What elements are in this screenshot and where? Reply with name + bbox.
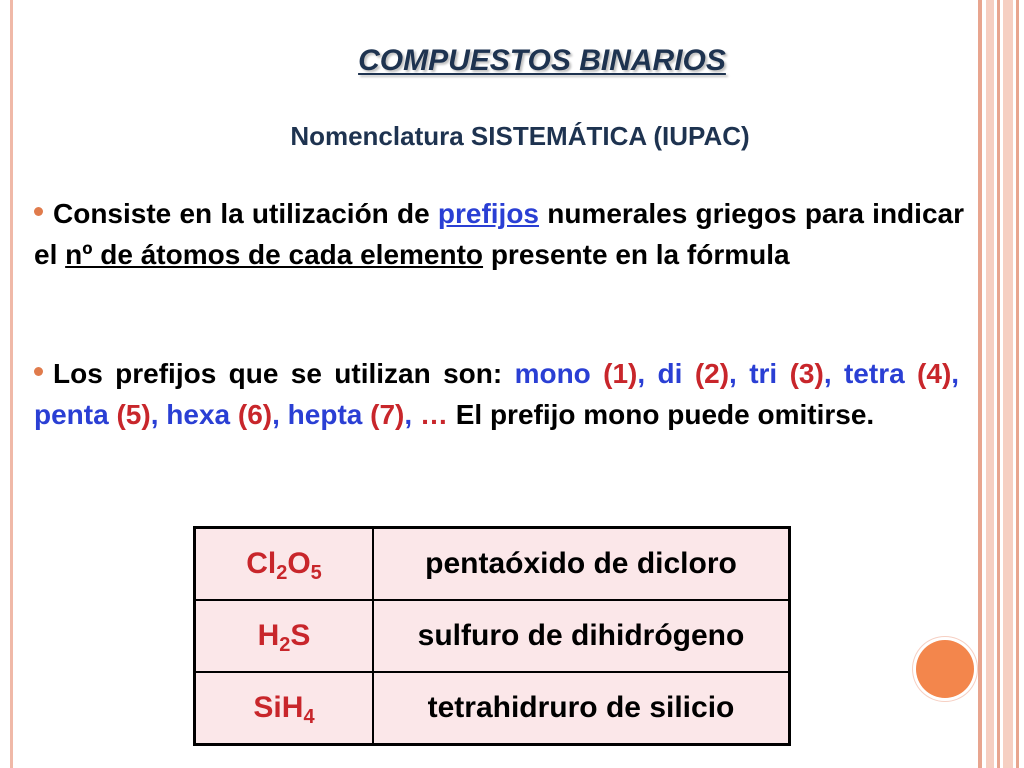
left-decorative-line (10, 0, 13, 768)
bullet-paragraph-1 (34, 193, 964, 275)
compound-name-cell: pentaóxido de dicloro (373, 528, 790, 601)
prefix-name: tetra (843, 358, 905, 389)
table-row (195, 600, 790, 672)
compound-name-cell: sulfuro de dihidrógeno (373, 600, 790, 672)
prefix-number: (5) (116, 399, 151, 430)
right-decorative-stripe (1003, 0, 1013, 768)
bullet-icon (34, 367, 43, 376)
prefijos-link[interactable]: prefijos (437, 198, 540, 229)
compound-name-cell: tetrahidruro de silicio (373, 672, 790, 745)
right-decorative-stripe (997, 0, 1000, 768)
compounds-table (193, 526, 791, 746)
bullet-paragraph-2: Los prefijos que se utilizan son: mono (1), di (2), tri (3), tetra (4), penta (5), hexa (6), hepta (7), … El prefijo mono puede omitirse. (34, 358, 960, 430)
text: El prefijo mono puede omitirse. (447, 399, 875, 430)
formula-cell: $Cl_2O_5$ (195, 528, 374, 601)
text: Los prefijos que se utilizan son: (53, 358, 515, 389)
ellipsis: … (419, 399, 448, 430)
underlined-text: nº de átomos de cada elemento (65, 239, 484, 270)
formula-cell: SiH$_4$ (195, 672, 374, 745)
prefix-number: (3) (789, 358, 824, 389)
decorative-circle (916, 640, 974, 698)
table-row (195, 528, 790, 601)
prefix-number: (1) (603, 358, 638, 389)
slide-subtitle: Nomenclatura SISTEMÁTICA (IUPAC) (290, 121, 750, 151)
prefix-number: (7) (370, 399, 405, 430)
right-decorative-stripe (986, 0, 994, 768)
prefix-name: mono (514, 358, 591, 389)
prefix-name: di (657, 358, 683, 389)
prefix-number: (2) (694, 358, 730, 389)
text: numerales griegos para indicar el (34, 198, 964, 270)
right-decorative-stripe (978, 0, 982, 768)
prefix-name: hepta (287, 399, 363, 430)
right-decorative-stripe (1016, 0, 1019, 768)
prefix-number: (4) (917, 358, 952, 389)
prefix-name: hexa (166, 399, 231, 430)
prefix-number: (6) (237, 399, 273, 430)
table-row (195, 672, 790, 745)
formula-cell: $H_2S$ (195, 600, 374, 672)
text: presente en la fórmula (483, 239, 790, 270)
text: Consiste en la utilización de (53, 198, 438, 229)
prefix-name: penta (34, 399, 109, 430)
bullet-icon (34, 207, 43, 216)
slide-title: COMPUESTOS BINARIOS (358, 44, 726, 77)
prefix-name: tri (749, 358, 778, 389)
